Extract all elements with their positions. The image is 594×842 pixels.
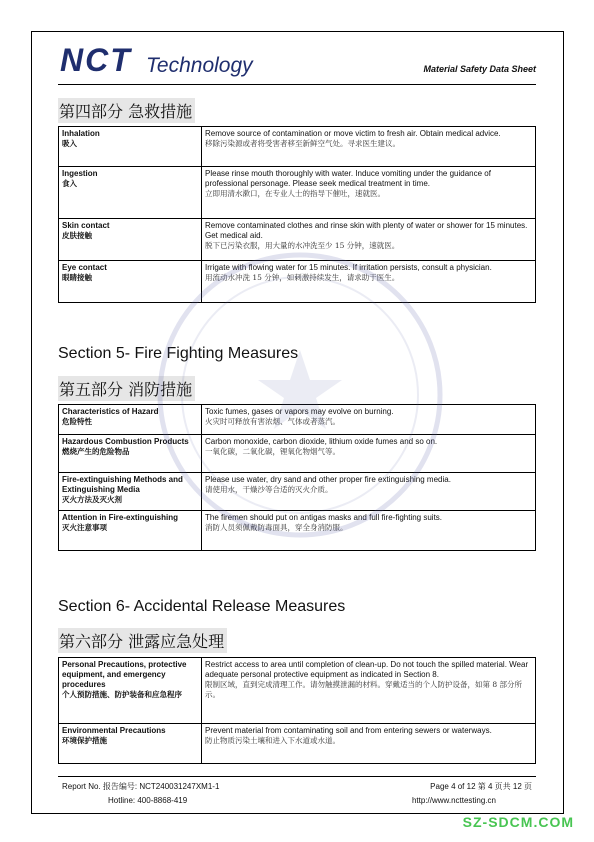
key-en: Environmental Precautions [62,726,166,735]
section6-title-cn: 第六部分 泄露应急处理 [58,628,227,653]
row-value [202,219,536,261]
key-en: Attention in Fire-extinguishing [62,513,178,522]
header-rule [58,84,536,85]
watermark-text: SZ-SDCM.COM [462,814,574,830]
row-value [202,511,536,551]
key-cn: 灭火注意事项 [62,523,107,532]
row-key [59,658,202,724]
table-row [59,473,536,511]
key-cn: 环境保护措施 [62,736,107,745]
row-value [202,127,536,167]
key-cn: 个人预防措施、防护装备和应急程序 [62,690,182,699]
key-cn: 眼睛接触 [62,273,92,282]
section4-title-cn: 第四部分 急救措施 [58,98,195,123]
table-row [59,167,536,219]
row-key [59,724,202,764]
row-key [59,219,202,261]
value-cn: 脱下已污染衣服，用大量的水冲洗至少 15 分钟，速就医。 [205,241,400,250]
value-en: Toxic fumes, gases or vapors may evolve on burning. [205,407,394,416]
value-cn: 请使用水，干燥沙等合适的灭火介质。 [205,485,333,494]
value-en: The firemen should put on antigas masks and full fire-fighting suits. [205,513,443,522]
report-number: Report No. 报告编号: NCT240031247XM1-1 [62,782,220,791]
key-en: Hazardous Combustion Products [62,437,189,446]
row-value [202,405,536,435]
table-row [59,724,536,764]
section5-title-cn: 第五部分 消防措施 [58,376,195,401]
row-key [59,473,202,511]
key-cn: 燃烧产生的危险物品 [62,447,130,456]
row-value [202,167,536,219]
value-cn: 用流动水冲洗 15 分钟，如刺激持续发生，请求助于医生。 [205,273,400,282]
row-value [202,473,536,511]
key-en: Personal Precautions, protective equipment, and emergency procedures [62,660,187,689]
hotline: Hotline: 400-8868-419 [108,796,188,805]
value-en: Please rinse mouth thoroughly with water. Induce vomiting under the guidance of professional personage. Please seek medical treatment in time. [205,169,491,188]
value-en: Irrigate with flowing water for 15 minutes. If irritation persists, consult a physician. [205,263,492,272]
row-value [202,724,536,764]
key-cn: 皮肤接触 [62,231,92,240]
section4-table [58,126,536,303]
table-row [59,511,536,551]
value-en: Remove contaminated clothes and rinse skin with plenty of water or shower for 15 minutes. Get medical aid. [205,221,528,240]
page-header [58,42,536,82]
row-value [202,261,536,303]
value-en: Prevent material from contaminating soil and from entering sewers or waterways. [205,726,492,735]
key-cn: 灭火方法及灭火剂 [62,495,122,504]
table-row [59,261,536,303]
section5-title-en: Section 5- Fire Fighting Measures [58,345,299,362]
section5-table [58,404,536,551]
value-cn: 消防人员须佩戴防毒面具，穿全身消防服。 [205,523,348,532]
value-en: Restrict access to area until completion of clean-up. Do not touch the spilled material. Wear adequate personal protective equipment as indicated in Section 8. [205,660,529,679]
logo-main: NCT [60,42,132,78]
value-cn: 移除污染源或者将受害者移至新鲜空气处。寻求医生建议。 [205,139,400,148]
table-row [59,435,536,473]
value-en: Remove source of contamination or move victim to fresh air. Obtain medical advice. [205,129,501,138]
row-key [59,405,202,435]
value-cn: 防止物质污染土壤和进入下水道或水道。 [205,736,340,745]
key-en: Fire-extinguishing Methods and Extinguishing Media [62,475,183,494]
row-value [202,435,536,473]
footer-rule [58,776,536,777]
value-cn: 立即用清水漱口，在专业人士的指导下催吐，速就医。 [205,189,385,198]
table-row [59,127,536,167]
key-cn: 食入 [62,179,77,188]
table-row [59,658,536,724]
row-value [202,658,536,724]
key-en: Characteristics of Hazard [62,407,159,416]
key-en: Eye contact [62,263,107,272]
value-cn: 限制区域，直到完成清理工作。请勿触摸泄漏的材料。穿戴适当的个人防护设备，如第 8 部分所示。 [205,680,523,699]
website-url: http://www.ncttesting.cn [411,796,496,805]
section6-title-en: Section 6- Accidental Release Measures [58,598,346,615]
table-row [59,405,536,435]
key-en: Skin contact [62,221,110,230]
key-en: Inhalation [62,129,100,138]
document-type: Material Safety Data Sheet [423,64,536,74]
row-key [59,435,202,473]
value-cn: 火灾时可释放有害浓烟、气体或者蒸汽。 [205,417,340,426]
key-cn: 吸入 [62,139,77,148]
value-cn: 一氧化碳，二氧化碳，锂氧化物烟气等。 [205,447,340,456]
page-number: Page 4 of 12 第 4 页共 12 页 [430,782,532,791]
row-key [59,167,202,219]
value-en: Please use water, dry sand and other proper fire extinguishing media. [205,475,451,484]
value-en: Carbon monoxide, carbon dioxide, lithium oxide fumes and so on. [205,437,438,446]
row-key [59,261,202,303]
key-cn: 危险特性 [62,417,92,426]
row-key [59,127,202,167]
row-key [59,511,202,551]
logo-sub: Technology [146,54,253,77]
key-en: Ingestion [62,169,98,178]
table-row [59,219,536,261]
section6-table [58,657,536,764]
